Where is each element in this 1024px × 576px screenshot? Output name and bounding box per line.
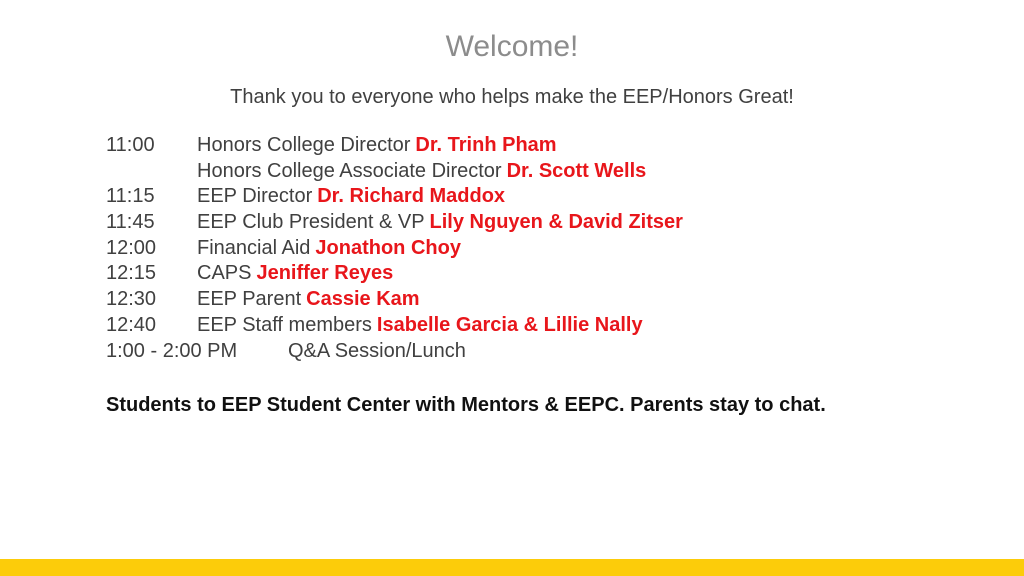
schedule-person: Dr. Trinh Pham	[415, 134, 557, 156]
schedule-person: Dr. Scott Wells	[506, 159, 647, 182]
schedule-time: 12:15	[106, 262, 157, 285]
schedule-row	[106, 210, 683, 236]
schedule-role: EEP Staff members	[197, 313, 372, 336]
schedule-role: EEP Club President & VP	[197, 211, 425, 234]
schedule-row	[106, 287, 683, 313]
schedule-time: 1:00 - 2:00 PM	[106, 339, 238, 362]
schedule-role: EEP Director	[197, 185, 313, 208]
schedule-row	[106, 261, 683, 287]
slide-title: Welcome!	[445, 30, 579, 63]
schedule-row	[106, 313, 683, 339]
closing-note: Students to EEP Student Center with Mentors & EEPC. Parents stay to chat.	[106, 394, 826, 416]
schedule-row	[106, 159, 683, 185]
schedule-role: Honors College Associate Director	[197, 159, 502, 182]
accent-bar	[0, 559, 1024, 576]
schedule-role: EEP Parent	[197, 288, 302, 311]
schedule-person: Isabelle Garcia & Lillie Nally	[376, 313, 643, 336]
schedule-row	[106, 236, 683, 262]
slide-subtitle: Thank you to everyone who helps make the EEP/Honors Great!	[230, 86, 794, 108]
schedule-list	[106, 133, 683, 364]
schedule-person: Lily Nguyen & David Zitser	[429, 211, 683, 234]
schedule-time: 12:40	[106, 313, 157, 336]
schedule-person: Dr. Richard Maddox	[317, 185, 506, 208]
schedule-role: Honors College Director	[197, 134, 411, 156]
schedule-time: 11:45	[106, 211, 155, 234]
schedule-time: 11:15	[106, 185, 155, 208]
schedule-time: 12:00	[106, 236, 157, 259]
schedule-person: Jonathon Choy	[315, 236, 461, 259]
schedule-time: 12:30	[106, 288, 157, 311]
schedule-person: Jeniffer Reyes	[256, 262, 394, 285]
schedule-row	[106, 339, 683, 365]
schedule-time: 11:00	[106, 134, 155, 156]
schedule-person: Cassie Kam	[306, 288, 420, 311]
schedule-row	[106, 184, 683, 210]
schedule-role: Q&A Session/Lunch	[288, 339, 466, 362]
schedule-role: CAPS	[197, 262, 252, 285]
schedule-row	[106, 133, 683, 159]
schedule-role: Financial Aid	[197, 236, 311, 259]
